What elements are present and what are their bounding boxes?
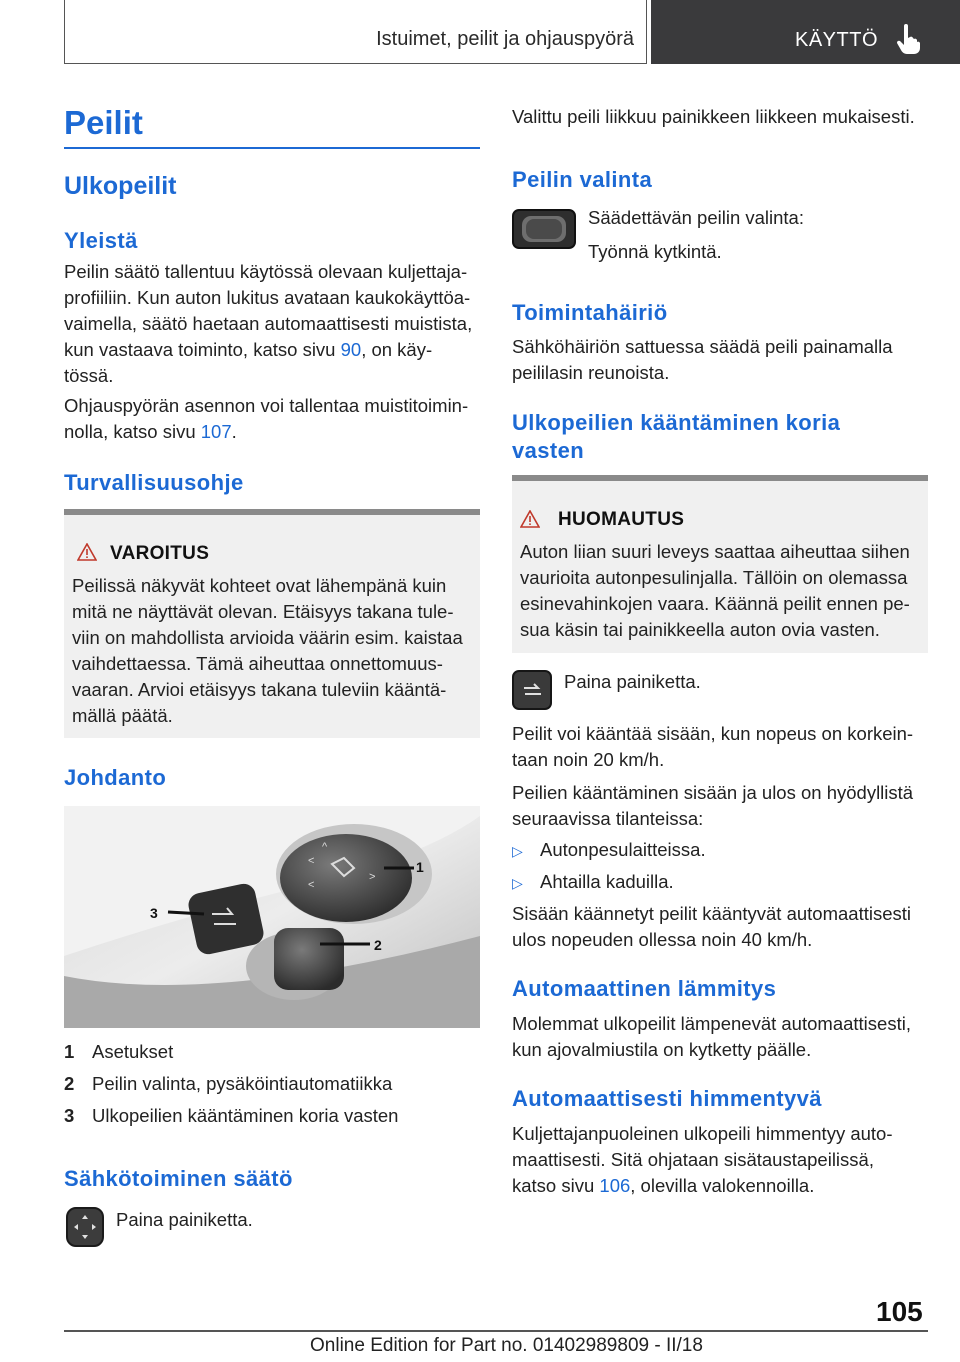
text-line: seuraavissa tilanteissa:	[512, 808, 704, 829]
text-line: Kuljettajanpuoleinen ulkopeili himmentyy auto-	[512, 1123, 893, 1144]
press-button-text-left: Paina painiketta.	[116, 1209, 253, 1230]
text-span: kun vastaava toiminto, katso sivu	[64, 339, 341, 360]
text-line: tössä.	[64, 365, 114, 386]
text-line: Sähköhäiriön sattuessa säädä peili painamalla	[512, 336, 893, 357]
dimming-text	[512, 1121, 893, 1199]
text-line: kun ajovalmiustila on kytketty päälle.	[512, 1039, 812, 1060]
legend-number: 1	[64, 1041, 75, 1062]
fold-useful-text	[512, 780, 913, 832]
svg-text:<: <	[308, 879, 315, 891]
text-line: mällä päätä.	[72, 705, 173, 726]
bullet-triangle-icon: ▷	[512, 875, 523, 891]
heading-automaattisesti-himmentyva: Automaattisesti himmentyvä	[512, 1086, 822, 1111]
unfold-text	[512, 901, 911, 953]
svg-text:>: >	[369, 871, 376, 883]
legend-item	[64, 1039, 484, 1065]
text-line: Sisään käännetyt peilit kääntyvät automaattisesti	[512, 903, 912, 924]
title-rule	[64, 147, 480, 149]
page-link-107[interactable]: 107	[200, 421, 232, 442]
header-chapter-title: KÄYTTÖ	[795, 29, 879, 51]
notice-title: HUOMAUTUS	[558, 509, 685, 530]
heading-toimintahairio: Toimintahäiriö	[512, 300, 668, 325]
text-line: ulos nopeuden ollessa noin 40 km/h.	[512, 929, 813, 950]
page-title: Peilit	[64, 104, 143, 141]
legend-item	[64, 1071, 484, 1097]
text-span: katso sivu	[512, 1175, 600, 1196]
text-line: sua käsin tai painikkeella auton ovia vasten.	[520, 619, 880, 640]
legend-text: Peilin valinta, pysäköintiautomatiikka	[92, 1073, 393, 1094]
bullet-triangle-icon: ▷	[512, 843, 523, 859]
text-line: Peilit voi kääntää sisään, kun nopeus on korkein-	[512, 723, 914, 744]
text-line: vaurioita autonpesulinjalla. Tällöin on olemassa	[520, 567, 908, 588]
header-section-tab	[64, 0, 647, 64]
legend-text: Ulkopeilien kääntäminen koria vasten	[92, 1105, 399, 1126]
legend-number: 3	[64, 1105, 75, 1126]
page-number: 105	[876, 1296, 923, 1327]
text-line: maattisesti. Sitä ohjataan sisätaustapeilissä,	[512, 1149, 874, 1170]
warning-box	[64, 509, 480, 738]
callout-1: 1	[416, 859, 424, 875]
notice-text	[520, 539, 924, 643]
fold-speed-text	[512, 721, 913, 773]
heating-text	[512, 1011, 911, 1063]
text-line	[512, 1173, 893, 1199]
legend-number: 2	[64, 1073, 75, 1094]
warning-title: VAROITUS	[110, 543, 210, 564]
heading-sahkotoiminen-saato: Sähkötoiminen säätö	[64, 1166, 293, 1191]
text-span: , olevilla valokennoilla.	[630, 1175, 815, 1196]
selection-text	[588, 205, 804, 265]
notice-triangle-icon	[520, 510, 540, 528]
callout-2: 2	[374, 937, 382, 953]
legend-text: Asetukset	[92, 1041, 174, 1062]
heading-peilin-valinta: Peilin valinta	[512, 167, 653, 192]
heading-turvallisuusohje: Turvallisuusohje	[64, 470, 244, 495]
text-line: viin on mahdollista arvioida väärin esim. kaistaa	[72, 627, 463, 648]
svg-text:<: <	[308, 855, 315, 867]
paragraph-ohjauspyora	[64, 393, 484, 445]
text-line: mitä ne näyttävät olevan. Etäisyys takana tule-	[72, 601, 454, 622]
notice-box	[512, 475, 928, 653]
heading-ulkopeilit: Ulkopeilit	[64, 172, 177, 200]
text-line	[64, 337, 484, 363]
hand-pointer-icon	[896, 24, 922, 54]
footer-rule	[64, 1330, 928, 1332]
text-line: Peilissä näkyvät kohteet ovat lähempänä kuin	[72, 575, 447, 596]
heading-automaattinen-lammitys: Automaattinen lämmitys	[512, 976, 777, 1001]
intro-text: Valittu peili liikkuu painikkeen liikkeen mukaisesti.	[512, 106, 915, 127]
page-link-90[interactable]: 90	[340, 339, 362, 360]
text-line: Peilin säätö tallentuu käytössä olevaan kuljettaja-	[64, 261, 468, 282]
legend-item	[64, 1103, 484, 1129]
warning-triangle-icon	[77, 543, 97, 561]
heading-ulkopeilien-kaantaminen	[512, 409, 840, 465]
text-line: Auton liian suuri leveys saattaa aiheuttaa siihen	[520, 541, 910, 562]
text-span: , on käy-	[361, 339, 433, 360]
paragraph-yleista	[64, 259, 484, 389]
heading-yleista: Yleistä	[64, 228, 138, 253]
heading-line: vasten	[512, 438, 585, 463]
bullet-item	[512, 869, 706, 896]
text-line: vaaran. Arvioi etäisyys takana tuleviin kääntä-	[72, 679, 447, 700]
callout-3: 3	[150, 905, 158, 921]
text-span: .	[231, 421, 237, 442]
mirror-adjust-button-icon	[66, 1207, 104, 1247]
footer-edition: Online Edition for Part no. 01402989809 - II/18	[310, 1335, 703, 1356]
header-section-title: Istuimet, peilit ja ohjauspyörä	[376, 28, 634, 50]
warning-text	[72, 573, 472, 729]
bullet-text: Autonpesulaitteissa.	[540, 839, 706, 860]
page-link-106[interactable]: 106	[599, 1175, 631, 1196]
press-button-text-right: Paina painiketta.	[564, 671, 701, 692]
text-line: peililasin reunoista.	[512, 362, 670, 383]
text-line	[64, 419, 484, 445]
svg-text:^: ^	[322, 841, 328, 853]
malfunction-text	[512, 334, 893, 386]
text-line: vaimella, säätö haetaan automaattisesti muistista,	[64, 313, 473, 334]
mirror-fold-button-icon	[512, 670, 552, 710]
text-line: Säädettävän peilin valinta:	[588, 207, 804, 228]
mirror-controls-figure	[64, 806, 480, 1028]
text-line: esinevahinkojen vaara. Käännä peilit ennen pe-	[520, 593, 910, 614]
bullet-text: Ahtailla kaduilla.	[540, 871, 674, 892]
bullet-item	[512, 837, 706, 864]
heading-johdanto: Johdanto	[64, 765, 167, 790]
text-line: taan noin 20 km/h.	[512, 749, 665, 770]
text-line: Ohjauspyörän asennon voi tallentaa muistitoimin-	[64, 395, 469, 416]
bullet-list	[512, 837, 706, 896]
text-line: Molemmat ulkopeilit lämpenevät automaattisesti,	[512, 1013, 911, 1034]
text-line: profiiliin. Kun auton lukitus avataan kaukokäyttöa-	[64, 287, 471, 308]
mirror-selector-switch-icon	[512, 209, 576, 249]
text-line: vaihdettaessa. Tämä aiheuttaa onnettomuus-	[72, 653, 443, 674]
heading-line: Ulkopeilien kääntäminen koria	[512, 410, 841, 435]
text-span: nolla, katso sivu	[64, 421, 201, 442]
text-line: Työnnä kytkintä.	[588, 241, 722, 262]
header-chapter-tab	[651, 0, 960, 64]
figure-legend	[64, 1039, 484, 1129]
text-line: Peilien kääntäminen sisään ja ulos on hyödyllistä	[512, 782, 914, 803]
